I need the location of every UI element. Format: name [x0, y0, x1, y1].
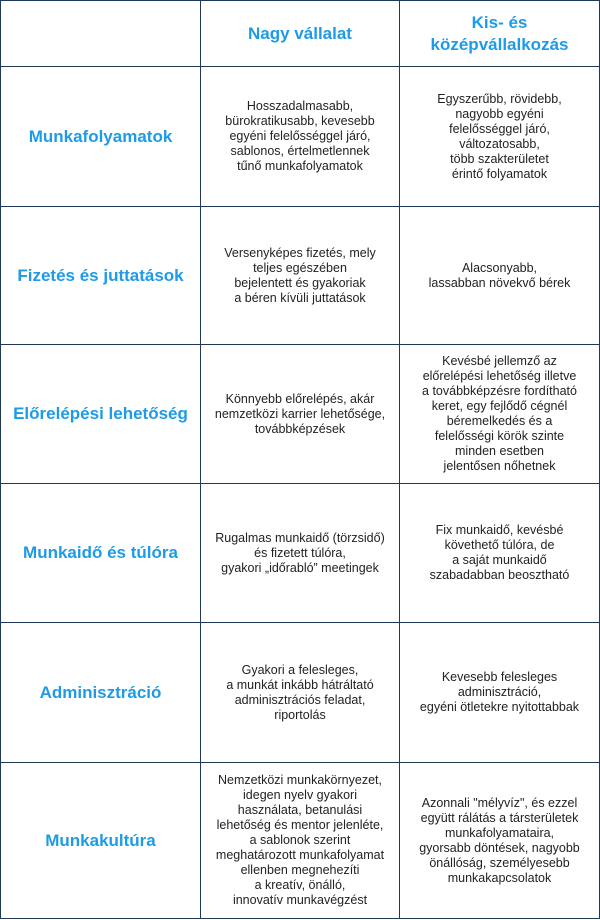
- cell-large-work-culture: Nemzetközi munkakörnyezet, idegen nyelv gyakori használata, betanulási lehetőség és mentor jelenléte, a sablonok szerint meghatározott munkafolyamat ellenben megnehezíti a kreatív, önálló, innovatív munkavégzést: [201, 763, 400, 919]
- table-row: [1, 623, 600, 763]
- row-label-workflows: Munkafolyamatok: [1, 67, 201, 207]
- header-empty-cell: [1, 1, 201, 67]
- cell-small-workflows: Egyszerűbb, rövidebb, nagyobb egyéni felelősséggel járó, változatosabb, több szakterületet érintő folyamatok: [400, 67, 600, 207]
- header-small-company: Kis- és középvállalkozás: [400, 1, 600, 67]
- cell-small-work-culture: Azonnali "mélyvíz", és ezzel együtt rálátás a társterületek munkafolyamataira, gyorsabb döntések, nagyobb önállóság, személyesebb munkakapcsolatok: [400, 763, 600, 919]
- row-label-administration: Adminisztráció: [1, 623, 201, 763]
- table-row: [1, 345, 600, 484]
- table-row: [1, 67, 600, 207]
- cell-large-promotion: Könnyebb előrelépés, akár nemzetközi karrier lehetősége, továbbképzések: [201, 345, 400, 484]
- header-row: [1, 1, 600, 67]
- table-row: [1, 484, 600, 623]
- cell-large-administration: Gyakori a felesleges, a munkát inkább hátráltató adminisztrációs feladat, riportolás: [201, 623, 400, 763]
- row-label-promotion: Előrelépési lehetőség: [1, 345, 201, 484]
- row-label-working-hours: Munkaidő és túlóra: [1, 484, 201, 623]
- header-large-company: Nagy vállalat: [201, 1, 400, 67]
- cell-small-administration: Kevesebb felesleges adminisztráció, egyéni ötletekre nyitottabbak: [400, 623, 600, 763]
- row-label-work-culture: Munkakultúra: [1, 763, 201, 919]
- cell-large-salary: Versenyképes fizetés, mely teljes egészében bejelentett és gyakoriak a béren kívüli juttatások: [201, 207, 400, 345]
- table-row: [1, 207, 600, 345]
- table-row: [1, 763, 600, 919]
- row-label-salary: Fizetés és juttatások: [1, 207, 201, 345]
- cell-small-salary: Alacsonyabb, lassabban növekvő bérek: [400, 207, 600, 345]
- cell-large-workflows: Hosszadalmasabb, bürokratikusabb, kevesebb egyéni felelősséggel járó, sablonos, értelmetlennek tűnő munkafolyamatok: [201, 67, 400, 207]
- cell-small-promotion: Kevésbé jellemző az előrelépési lehetőség illetve a továbbképzésre fordítható keret, egy fejlődő cégnél béremelkedés és a felelősségi körök szinte minden esetben jelentősen nőhetnek: [400, 345, 600, 484]
- cell-small-working-hours: Fix munkaidő, kevésbé követhető túlóra, de a saját munkaidő szabadabban beosztható: [400, 484, 600, 623]
- cell-large-working-hours: Rugalmas munkaidő (törzsidő) és fizetett túlóra, gyakori „időrabló” meetingek: [201, 484, 400, 623]
